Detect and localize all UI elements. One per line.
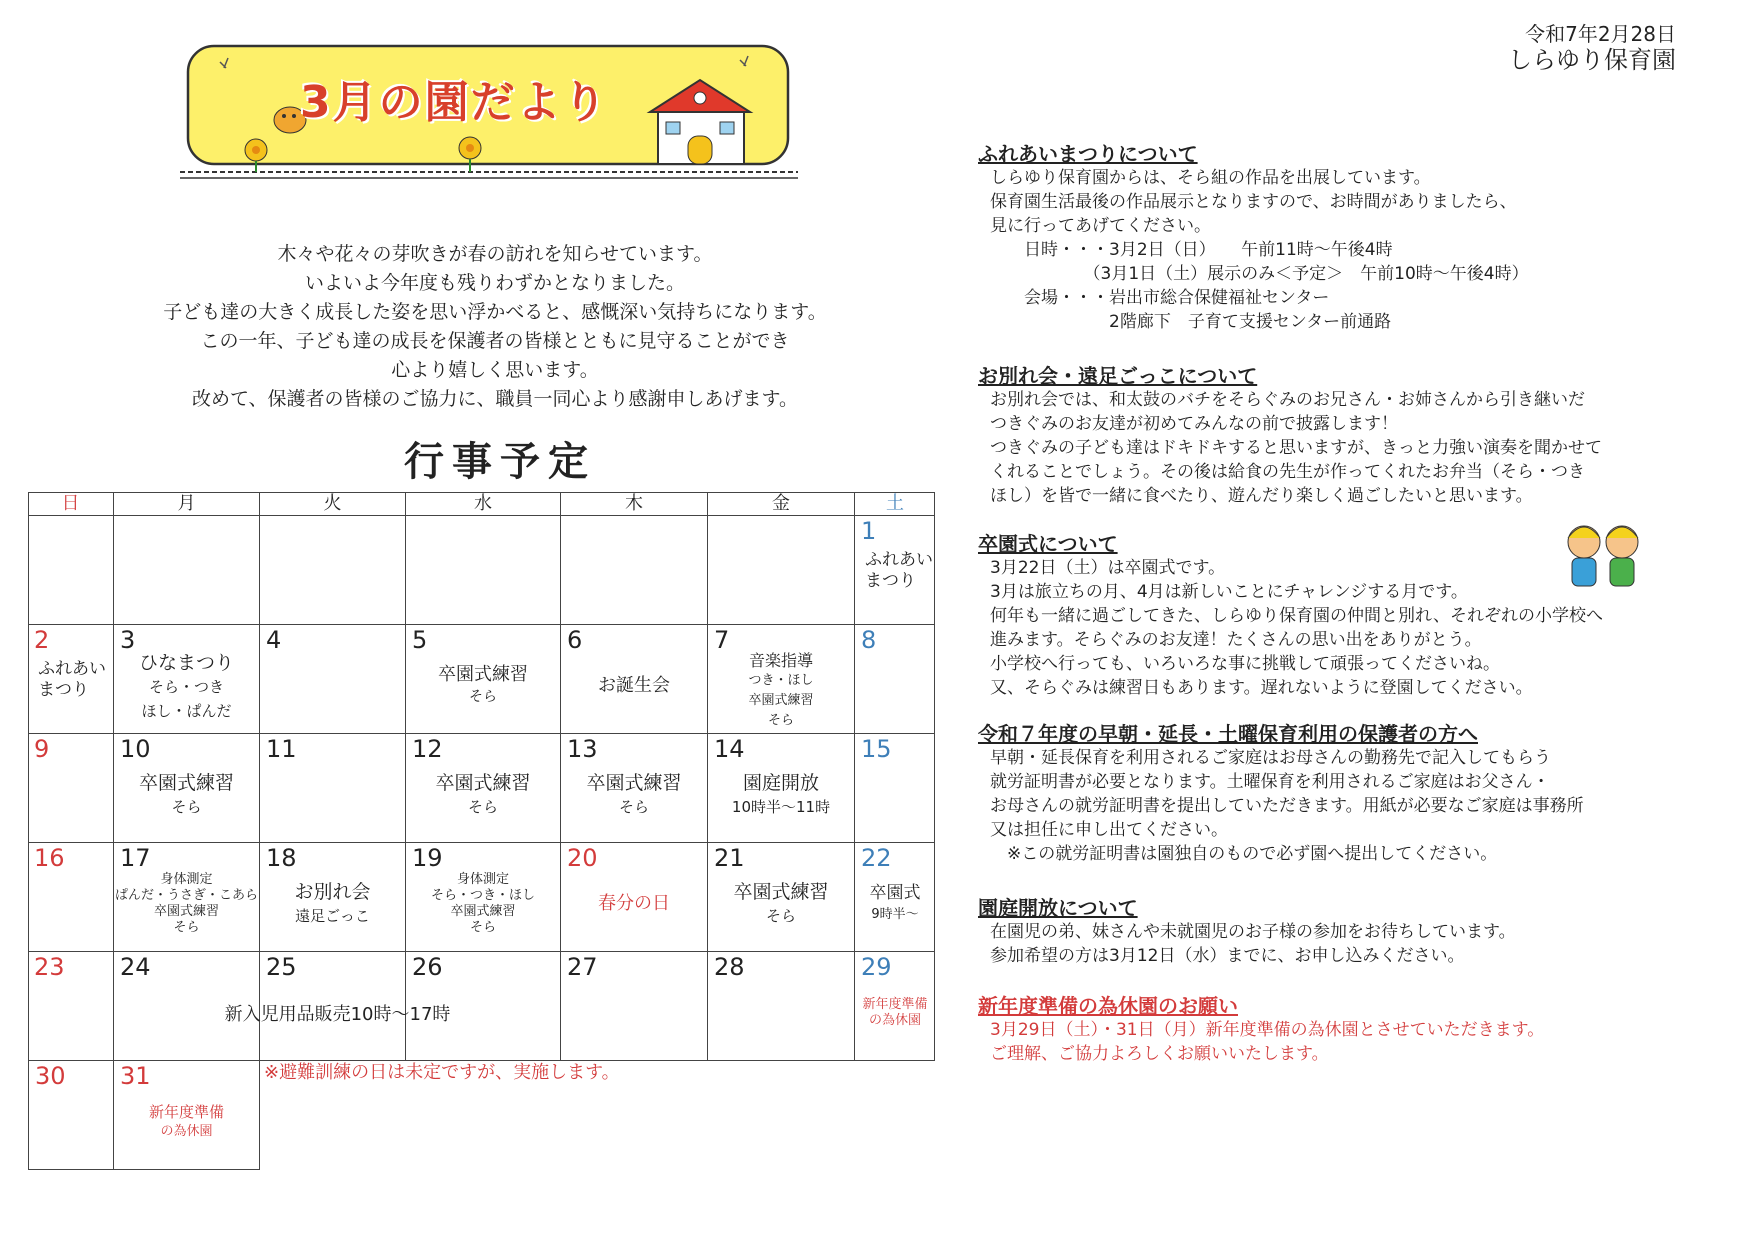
weekday-header: 日	[28, 492, 114, 516]
calendar-note: ※避難訓練の日は未定ですが、実施します。	[264, 1062, 620, 1083]
day-number: 19	[412, 844, 443, 872]
day-number: 9	[34, 735, 50, 763]
event-text: の為休園	[868, 1013, 921, 1028]
event-text: 卒園式	[869, 883, 921, 903]
section-line: ほし）を皆で一緒に食べたり、遊んだり楽しく過ごしたいと思います。	[990, 486, 1533, 506]
section-body	[990, 746, 1584, 866]
intro-line: 木々や花々の芽吹きが春の訪れを知らせています。	[277, 243, 713, 265]
event-text: 10時半～11時	[731, 798, 831, 816]
event-text: 卒園式練習	[748, 693, 814, 708]
weekday-header: 木	[561, 492, 708, 516]
day-number: 10	[120, 735, 151, 763]
day-number: 29	[861, 953, 892, 981]
day-number: 3	[120, 626, 136, 654]
intro-line: 心より嬉しく思います。	[391, 359, 599, 381]
section-body	[990, 920, 1516, 968]
event-text: 遠足ごっこ	[295, 907, 370, 925]
event-text: 卒園式練習	[435, 772, 531, 794]
child-icon	[1568, 526, 1600, 586]
intro-line: 子ども達の大きく成長した姿を思い浮かべると、感慨深い気持ちになります。	[163, 301, 827, 323]
event-text: そら・つき	[148, 678, 224, 696]
event-text: そら	[469, 920, 496, 935]
day-number: 2	[34, 626, 50, 654]
intro-line: この一年、子ども達の成長を保護者の皆様とともに見守ることができ	[200, 330, 790, 352]
day-number: 11	[266, 735, 297, 763]
issue-date: 令和7年2月28日	[1525, 22, 1676, 46]
calendar-day-cell	[28, 1061, 114, 1170]
section-line: 進みます。そらぐみのお友達！たくさんの思い出をありがとう。	[990, 630, 1482, 650]
intro-line: いよいよ今年度も残りわずかとなりました。	[304, 272, 685, 294]
header-info	[1508, 22, 1676, 75]
day-number: 21	[714, 844, 745, 872]
event-text: つき・ほし	[748, 673, 814, 688]
section-line: しらゆり保育園からは、そら組の作品を出展しています。	[990, 168, 1431, 188]
event-text: まつり	[38, 680, 89, 700]
event-text: 卒園式練習	[586, 772, 682, 794]
section-line: （3月1日（土）展示のみ＜予定＞ 午前10時～午後4時）	[990, 264, 1529, 284]
day-number: 1	[861, 517, 877, 545]
intro-line: 改めて、保護者の皆様のご協力に、職員一同心より感謝申しあげます。	[191, 388, 799, 410]
section-line: お母さんの就労証明書を提出していただきます。用紙が必要なご家庭は事務所	[990, 796, 1584, 816]
event-text: 卒園式練習	[438, 664, 528, 685]
event-text: 新年度準備	[148, 1103, 224, 1121]
newsletter-title: 3月の園だより	[300, 77, 609, 128]
day-number: 31	[120, 1062, 151, 1090]
section-line: くれることでしょう。その後は給食の先生が作ってくれたお弁当（そら・つき	[990, 462, 1585, 482]
section-line: お別れ会では、和太鼓のバチをそらぐみのお兄さん・お姉さんから引き継いだ	[990, 390, 1585, 410]
day-number: 12	[412, 735, 443, 763]
section-line: 小学校へ行っても、いろいろな事に挑戦して頑張ってくださいね。	[990, 654, 1500, 674]
section-line: 何年も一緒に過ごしてきた、しらゆり保育園の仲間と別れ、それぞれの小学校へ	[990, 606, 1604, 626]
day-number: 30	[35, 1062, 66, 1090]
day-number: 24	[120, 953, 151, 981]
section-line: 又は担任に申し出てください。	[990, 820, 1228, 840]
section-line: 又、そらぐみは練習日もあります。遅れないように登園してください。	[990, 678, 1533, 698]
schedule-title: 行事予定	[404, 439, 596, 485]
event-text: 身体測定	[456, 872, 509, 887]
event-text: ふれあい	[38, 659, 106, 679]
event-text: そら	[469, 689, 497, 705]
day-number: 15	[861, 735, 892, 763]
section-line: 3月29日（土）・31日（月）新年度準備の為休園とさせていただきます。	[990, 1020, 1545, 1040]
event-text: 身体測定	[160, 872, 213, 887]
event-text: そら	[767, 713, 794, 728]
day-number: 17	[120, 844, 151, 872]
day-number: 26	[412, 953, 443, 981]
section-line: ※この就労証明書は園独自のもので必ず園へ提出してください。	[990, 844, 1498, 864]
day-number: 4	[266, 626, 282, 654]
day-number: 8	[861, 626, 877, 654]
weekday-header: 水	[406, 492, 561, 516]
section-title: 卒園式について	[978, 532, 1118, 556]
section-line: 3月22日（土）は卒園式です。	[990, 558, 1226, 578]
section-line: つきぐみの子ども達はドキドキすると思いますが、きっと力強い演奏を聞かせて	[990, 438, 1602, 458]
event-text: そら	[618, 798, 649, 816]
event-text: ひなまつり	[138, 652, 234, 674]
event-text: お別れ会	[294, 881, 371, 903]
event-text: ぱんだ・うさぎ・こあら	[114, 888, 258, 903]
day-number: 18	[266, 844, 297, 872]
school-name: しらゆり保育園	[1508, 46, 1676, 74]
section-line: 参加希望の方は3月12日（水）までに、お申し込みください。	[990, 946, 1465, 966]
flower-icon	[245, 139, 267, 172]
event-text: そら	[765, 907, 796, 925]
child-icon	[1606, 526, 1638, 586]
event-text: 卒園式練習	[153, 904, 219, 919]
calendar-frame	[28, 492, 935, 1061]
children-illustration	[1560, 512, 1648, 596]
day-number: 23	[34, 953, 65, 981]
section-body	[990, 388, 1602, 508]
section-title: お別れ会・遠足ごっこについて	[978, 364, 1258, 388]
event-text: 園庭開放	[742, 772, 819, 794]
event-text: お誕生会	[598, 675, 670, 696]
calendar-day-cell	[114, 1061, 260, 1170]
day-number: 13	[567, 735, 598, 763]
section-line: 保育園生活最後の作品展示となりますので、お時間がありましたら、	[990, 192, 1517, 212]
day-number: 22	[861, 844, 892, 872]
day-events	[114, 1103, 259, 1141]
event-text: の為休園	[160, 1124, 213, 1139]
section-body	[990, 556, 1603, 700]
day-number: 25	[266, 953, 297, 981]
event-text: そら	[467, 798, 498, 816]
event-text: そら	[171, 798, 202, 816]
section-line: つきぐみのお友達が初めてみんなの前で披露します！	[990, 414, 1398, 434]
section-title: 園庭開放について	[978, 896, 1138, 920]
section-title: 新年度準備の為休園のお願い	[978, 994, 1238, 1018]
day-number: 7	[714, 626, 730, 654]
section-line: 日時・・・3月2日（日） 午前11時～午後4時	[990, 240, 1393, 260]
event-text: 春分の日	[598, 893, 670, 914]
day-number: 14	[714, 735, 745, 763]
section-line: 会場・・・岩出市総合保健福祉センター	[990, 288, 1330, 308]
day-number: 28	[714, 953, 745, 981]
section-body	[990, 166, 1529, 334]
day-number: 5	[412, 626, 428, 654]
flower-icon	[459, 137, 481, 172]
event-text: 音楽指導	[748, 651, 813, 670]
section-title: ふれあいまつりについて	[978, 142, 1198, 166]
section-line: 在園児の弟、妹さんや未就園児のお子様の参加をお待ちしています。	[990, 922, 1516, 942]
span-event-text: 新入児用品販売10時～17時	[224, 1004, 451, 1025]
section-line: 就労証明書が必要となります。土曜保育を利用されるご家庭はお父さん・	[990, 772, 1550, 792]
intro-text	[90, 240, 900, 414]
event-text: 卒園式練習	[138, 772, 234, 794]
event-text: そら	[173, 920, 200, 935]
section-line: 2階廊下 子育て支援センター前通路	[990, 312, 1392, 332]
day-number: 6	[567, 626, 583, 654]
event-text: ほし・ぱんだ	[141, 702, 232, 720]
day-number: 27	[567, 953, 598, 981]
event-text: ふれあい	[865, 550, 933, 570]
event-text: まつり	[865, 571, 916, 591]
section-line: 3月は旅立ちの月、4月は新しいことにチャレンジする月です。	[990, 582, 1468, 602]
event-text: 卒園式練習	[450, 904, 516, 919]
day-number: 16	[34, 844, 65, 872]
section-title: 令和７年度の早朝・延長・土曜保育利用の保護者の方へ	[978, 722, 1478, 746]
event-text: 新年度準備	[862, 997, 928, 1012]
section-line: ご理解、ご協力よろしくお願いいたします。	[990, 1044, 1329, 1064]
event-text: 卒園式練習	[733, 881, 829, 903]
weekday-header: 金	[708, 492, 855, 516]
event-text: そら・つき・ほし	[430, 888, 535, 903]
section-line: 見に行ってあげてください。	[990, 216, 1211, 236]
section-line: 早朝・延長保育を利用されるご家庭はお母さんの勤務先で記入してもらう	[990, 748, 1551, 768]
weekday-header: 月	[114, 492, 260, 516]
event-text: 9時半～	[871, 907, 919, 922]
day-number: 20	[567, 844, 598, 872]
weekday-header: 土	[855, 492, 935, 516]
weekday-header: 火	[260, 492, 406, 516]
section-body	[990, 1018, 1544, 1066]
